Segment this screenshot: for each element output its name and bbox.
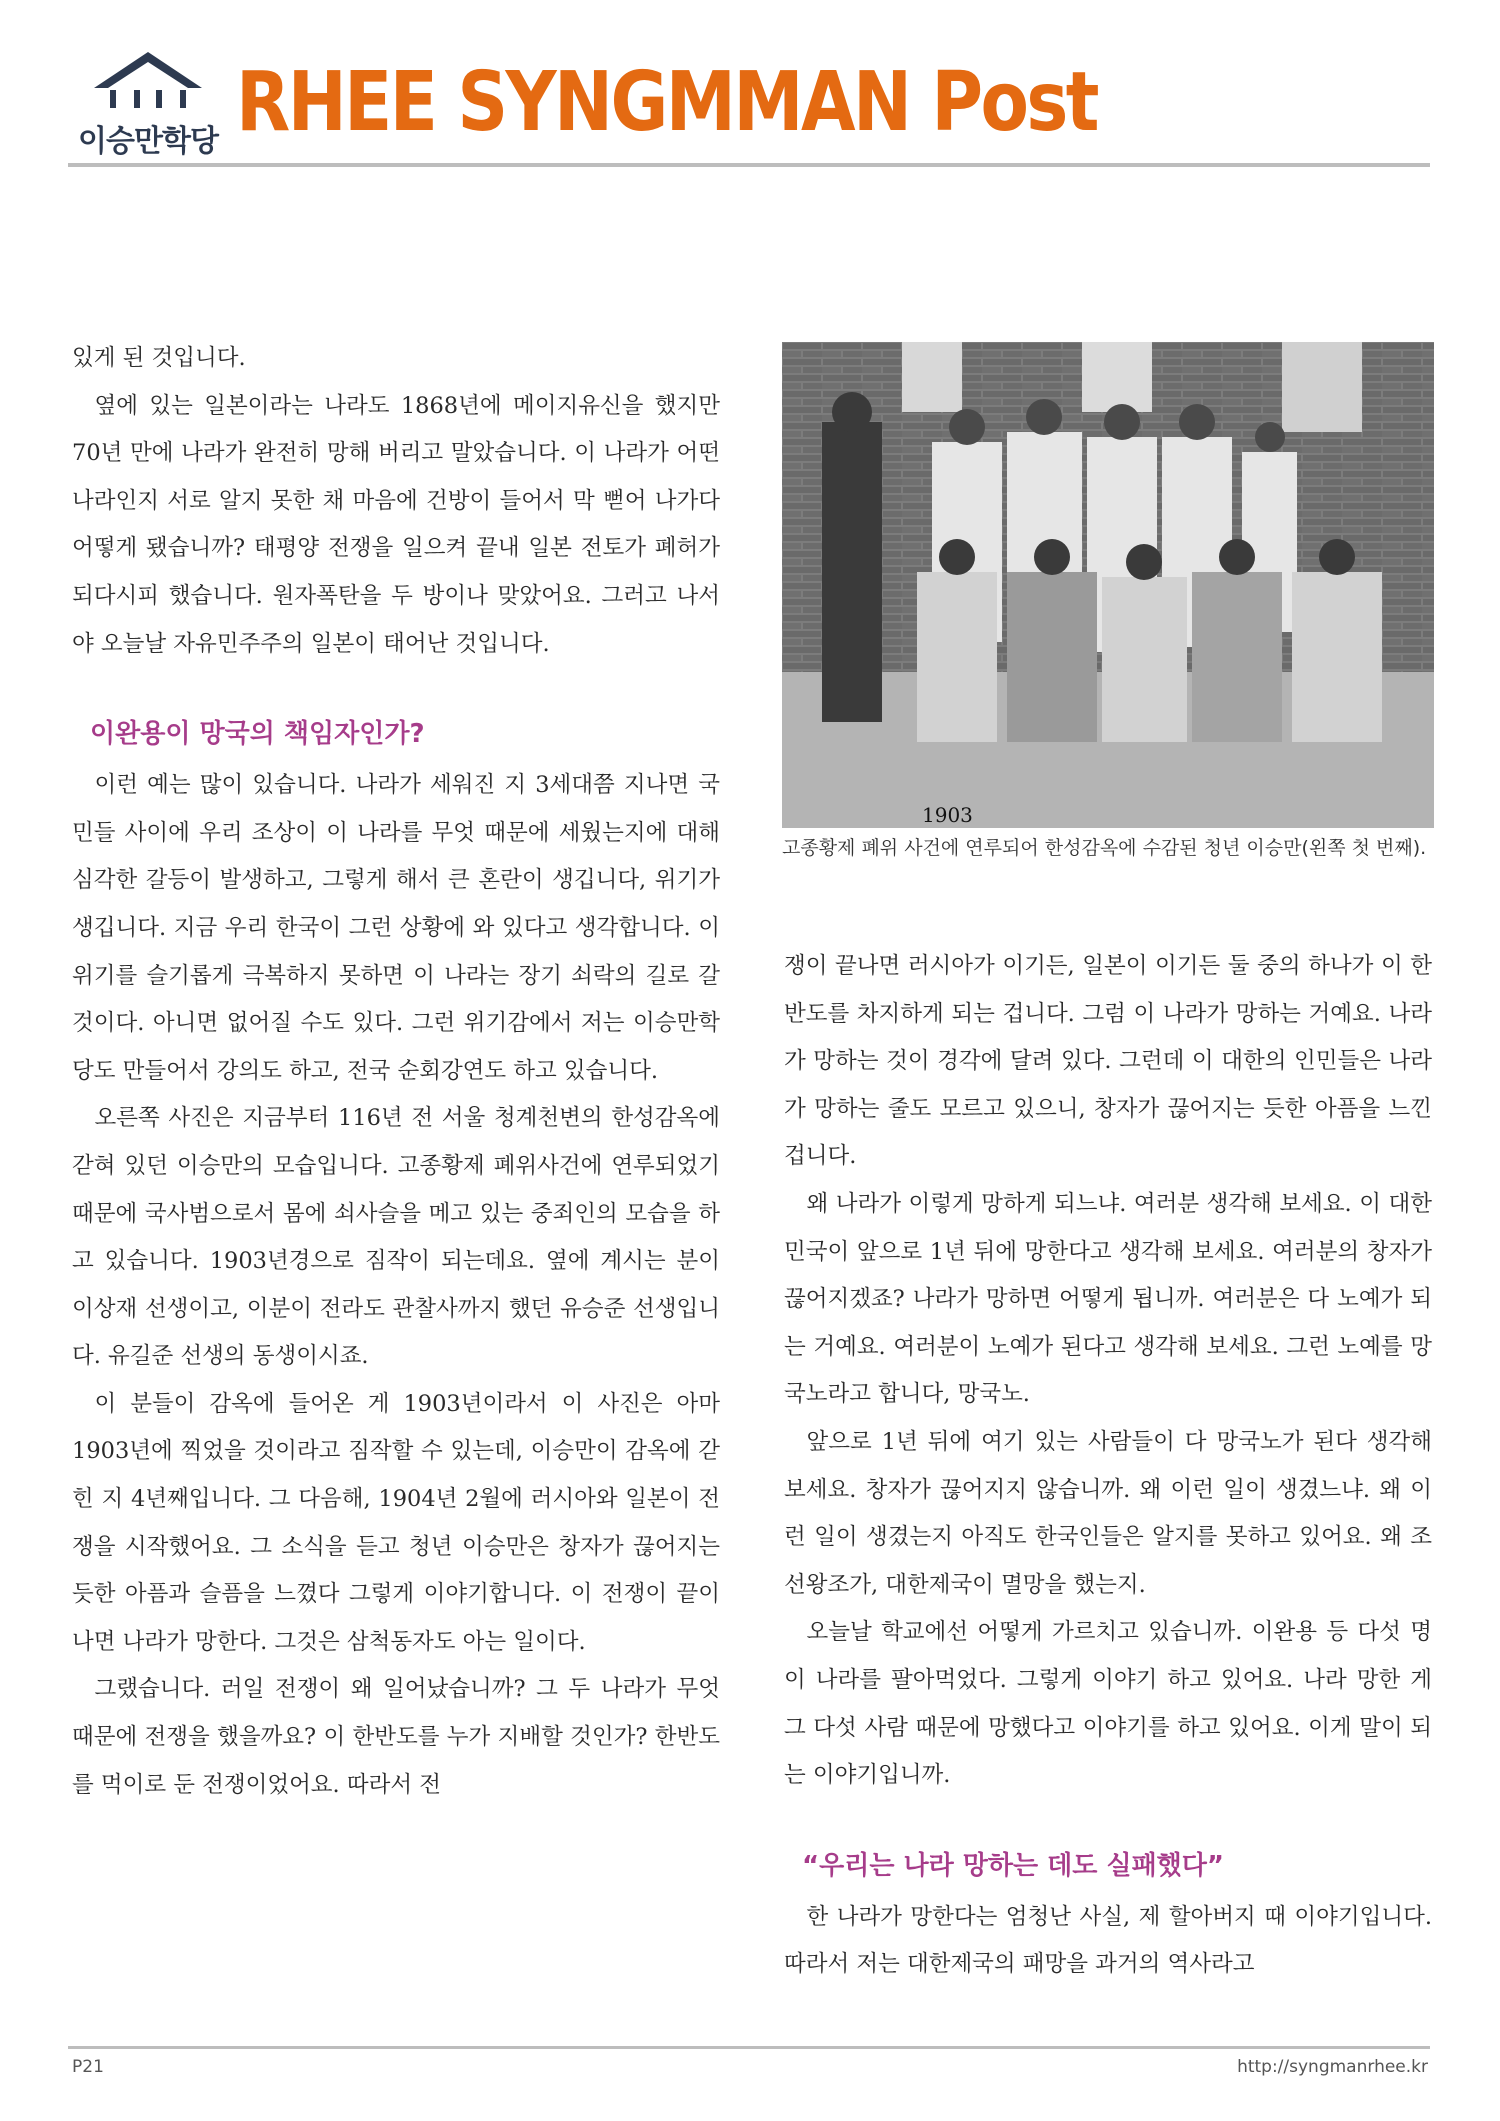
paragraph: 오늘날 학교에선 어떻게 가르치고 있습니까. 이완용 등 다섯 명이 나라를 팔아먹었다. 그렇게 이야기 하고 있어요. 나라 망한 게 그 다섯 사람 때문에 망했다고 이야기를 하고 있어요. 이게 말이 되는 이야기입니까. [784,1619,1432,1789]
paragraph: 있게 된 것입니다. [72,345,246,371]
paragraph: 옆에 있는 일본이라는 나라도 1868년에 메이지유신을 했지만 70년 만에 나라가 완전히 망해 버리고 말았습니다. 이 나라가 어떤 나라인지 서로 알지 못한 채 마음에 건방이 들어서 막 뻗어 나가다 어떻게 됐습니까? 태평양 전쟁을 일으켜 끝내 일본 전토가 폐허가 되다시피 했습니다. 원자폭탄을 두 방이나 맞았어요. 그러고 나서야 오늘날 자유민주주의 일본이 태어난 것입니다. [72,392,720,657]
paragraph: 그랬습니다. 러일 전쟁이 왜 일어났습니까? 그 두 나라가 무엇 때문에 전쟁을 했을까요? 이 한반도를 누가 지배할 것인가? 한반도를 먹이로 둔 전쟁이었어요. 따라서 전 [72,1676,720,1798]
logo-text: 이승만학당 [78,124,218,159]
logo [68,48,228,158]
photo-caption: 고종황제 폐위 사건에 연루되어 한성감옥에 수감된 청년 이승만(왼쪽 첫 번째). [782,837,1427,859]
paragraph: 한 나라가 망한다는 엄청난 사실, 제 할아버지 때 이야기입니다. 따라서 저는 대한제국의 패망을 과거의 역사라고 [784,1903,1432,1978]
section-heading: 이완용이 망국의 책임자인가? [90,719,425,750]
paragraph: 오른쪽 사진은 지금부터 116년 전 서울 청계천변의 한성감옥에 갇혀 있던 이승만의 모습입니다. 고종황제 폐위사건에 연루되었기 때문에 국사범으로서 몸에 쇠사슬을 메고 있는 중죄인의 모습을 하고 있습니다. 1903년경으로 짐작이 되는데요. 옆에 계시는 분이 이상재 선생이고, 이분이 전라도 관찰사까지 했던 유승준 선생입니다. 유길준 선생의 동생이시죠. [72,1105,720,1370]
page-number: P21 [72,2057,104,2077]
paragraph: 이런 예는 많이 있습니다. 나라가 세워진 지 3세대쯤 지나면 국민들 사이에 우리 조상이 이 나라를 무엇 때문에 세웠는지에 대해 심각한 갈등이 발생하고, 그렇게 해서 큰 혼란이 생깁니다, 위기가 생깁니다. 지금 우리 한국이 그런 상황에 와 있다고 생각합니다. 이 위기를 슬기롭게 극복하지 못하면 이 나라는 장기 쇠락의 길로 갈 것이다. 아니면 없어질 수도 있다. 그런 위기감에서 저는 이승만학당도 만들어서 강의도 하고, 전국 순회강연도 하고 있습니다. [72,772,720,1084]
footer-divider [68,2046,1430,2049]
house-logo-icon [88,48,208,118]
photo-year-mark: 1903 [922,803,973,827]
masthead-title: RHEE SYNGMMAN Post [236,55,1097,150]
section-heading: “우리는 나라 망하는 데도 실패했다” [802,1850,1225,1881]
header-divider [68,163,1430,167]
right-column [784,943,1432,1989]
paragraph: 쟁이 끝나면 러시아가 이기든, 일본이 이기든 둘 중의 하나가 이 한반도를 차지하게 되는 겁니다. 그럼 이 나라가 망하는 거예요. 나라가 망하는 것이 경각에 달려 있다. 그런데 이 대한의 인민들은 나라가 망하는 줄도 모르고 있으니, 창자가 끊어지는 듯한 아픔을 느낀 겁니다. [784,953,1432,1170]
historical-photo [782,342,1434,828]
paragraph: 왜 나라가 이렇게 망하게 되느냐. 여러분 생각해 보세요. 이 대한민국이 앞으로 1년 뒤에 망한다고 생각해 보세요. 여러분의 창자가 끊어지겠죠? 나라가 망하면 어떻게 됩니까. 여러분은 다 노예가 되는 거예요. 여러분이 노예가 된다고 생각해 보세요. 그런 노예를 망국노라고 합니다, 망국노. [784,1190,1432,1408]
paragraph: 이 분들이 감옥에 들어온 게 1903년이라서 이 사진은 아마 1903년에 찍었을 것이라고 짐작할 수 있는데, 이승만이 감옥에 갇힌 지 4년째입니다. 그 다음해, 1904년 2월에 러시아와 일본이 전쟁을 시작했어요. 그 소식을 듣고 청년 이승만은 창자가 끊어지는 듯한 아픔과 슬픔을 느꼈다 그렇게 이야기합니다. 이 전쟁이 끝이 나면 나라가 망한다. 그것은 삼척동자도 아는 일이다. [72,1390,720,1655]
left-column [72,335,720,1809]
header [68,48,1430,166]
paragraph: 앞으로 1년 뒤에 여기 있는 사람들이 다 망국노가 된다 생각해 보세요. 창자가 끊어지지 않습니까. 왜 이런 일이 생겼느냐. 왜 이런 일이 생겼는지 아직도 한국인들은 알지를 못하고 있어요. 왜 조선왕조가, 대한제국이 멸망을 했는지. [784,1428,1432,1598]
site-url: http://syngmanrhee.kr [1237,2057,1428,2077]
